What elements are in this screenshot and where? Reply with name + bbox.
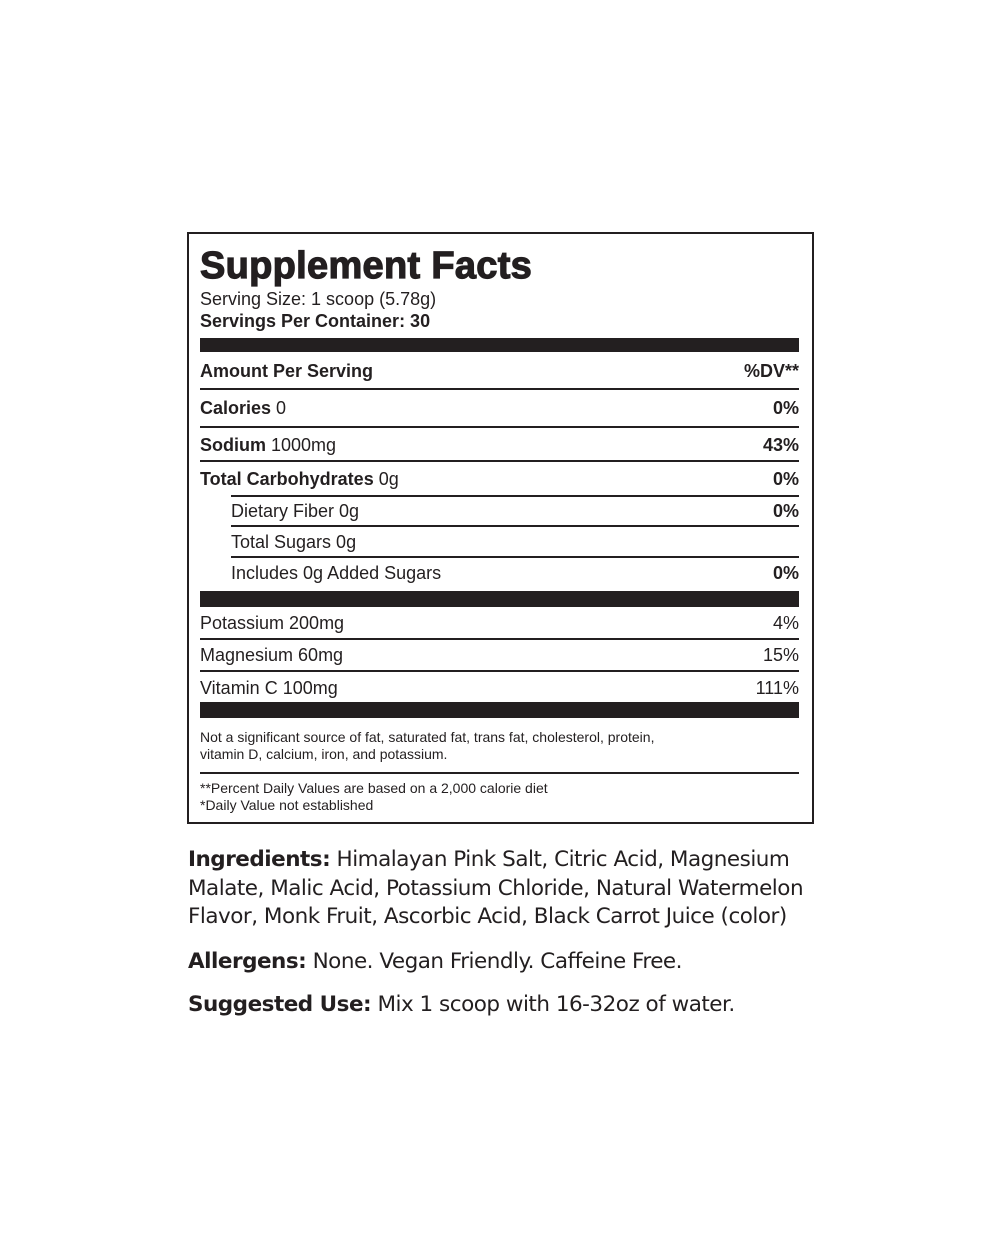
mineral-row: [200, 675, 799, 701]
ingredients-line-3: Flavor, Monk Fruit, Ascorbic Acid, Black Carrot Juice (color): [188, 904, 787, 929]
dv-footnote: **Percent Daily Values are based on a 2,000 calorie diet: [200, 780, 548, 796]
divider: [231, 495, 799, 497]
mineral-label: Potassium 200mg: [200, 613, 345, 633]
mineral-dv: 4%: [772, 613, 799, 633]
suggested-use-text: Mix 1 scoop with 16-32oz of water.: [371, 992, 735, 1017]
divider: [200, 670, 799, 672]
nutrient-row: [200, 560, 799, 586]
ingredients-line-2: Malate, Malic Acid, Potassium Chloride, Natural Watermelon: [188, 875, 804, 901]
dv-header: %DV**: [743, 361, 799, 381]
allergens-label: Allergens:: [188, 949, 307, 974]
nutrient-label: Calories 0: [200, 398, 287, 418]
not-significant-note-line-2: vitamin D, calcium, iron, and potassium.: [200, 746, 448, 762]
ingredients-section: [188, 846, 828, 932]
mineral-row: [200, 642, 799, 668]
mineral-row: [200, 610, 799, 636]
nutrient-row: [200, 529, 799, 555]
mineral-label: Magnesium 60mg: [200, 645, 344, 665]
ingredients-label: Ingredients:: [188, 847, 331, 872]
mineral-dv: 15%: [762, 645, 799, 665]
divider: [200, 460, 799, 462]
nutrient-dv: 0%: [772, 501, 799, 521]
suggested-use-label: Suggested Use:: [188, 992, 372, 1017]
mineral-label: Vitamin C 100mg: [200, 678, 338, 698]
suggested-use-section: [188, 991, 828, 1020]
thick-divider: [200, 338, 799, 352]
ingredients-line-1: Ingredients: Himalayan Pink Salt, Citric Acid, Magnesium: [188, 847, 790, 872]
servings-per-container: Servings Per Container: 30: [200, 311, 431, 331]
dv-not-established-footnote: *Daily Value not established: [200, 797, 374, 813]
amount-header-row: [200, 358, 799, 384]
not-significant-note-line-1: Not a significant source of fat, saturated fat, trans fat, cholesterol, protein,: [200, 729, 655, 745]
nutrient-label: Total Carbohydrates 0g: [200, 469, 399, 489]
divider: [231, 525, 799, 527]
divider: [231, 556, 799, 558]
divider: [200, 638, 799, 640]
allergens-text: None. Vegan Friendly. Caffeine Free.: [306, 949, 682, 974]
serving-size: Serving Size: 1 scoop (5.78g): [200, 289, 437, 309]
nutrient-row: [200, 466, 799, 492]
nutrient-row: [200, 432, 799, 458]
mineral-dv: 111%: [755, 678, 799, 698]
divider: [200, 426, 799, 428]
amount-per-serving-label: Amount Per Serving: [200, 361, 374, 381]
nutrient-label: Dietary Fiber 0g: [231, 501, 360, 521]
nutrient-dv: 0%: [772, 469, 799, 489]
thick-divider: [200, 702, 799, 718]
divider: [200, 388, 799, 390]
allergens-section: [188, 948, 828, 977]
thick-divider: [200, 591, 799, 607]
panel-title: Supplement Facts: [200, 245, 533, 287]
nutrient-label: Sodium 1000mg: [200, 435, 337, 455]
nutrient-row: [200, 498, 799, 524]
nutrient-label: Total Sugars 0g: [231, 532, 357, 552]
supplement-facts-panel: [187, 232, 814, 824]
nutrient-row: [200, 395, 799, 421]
nutrient-dv: 43%: [762, 435, 799, 455]
nutrient-dv: 0%: [772, 563, 799, 583]
nutrient-label: Includes 0g Added Sugars: [231, 563, 442, 583]
nutrient-dv: 0%: [772, 398, 799, 418]
divider: [200, 772, 799, 774]
